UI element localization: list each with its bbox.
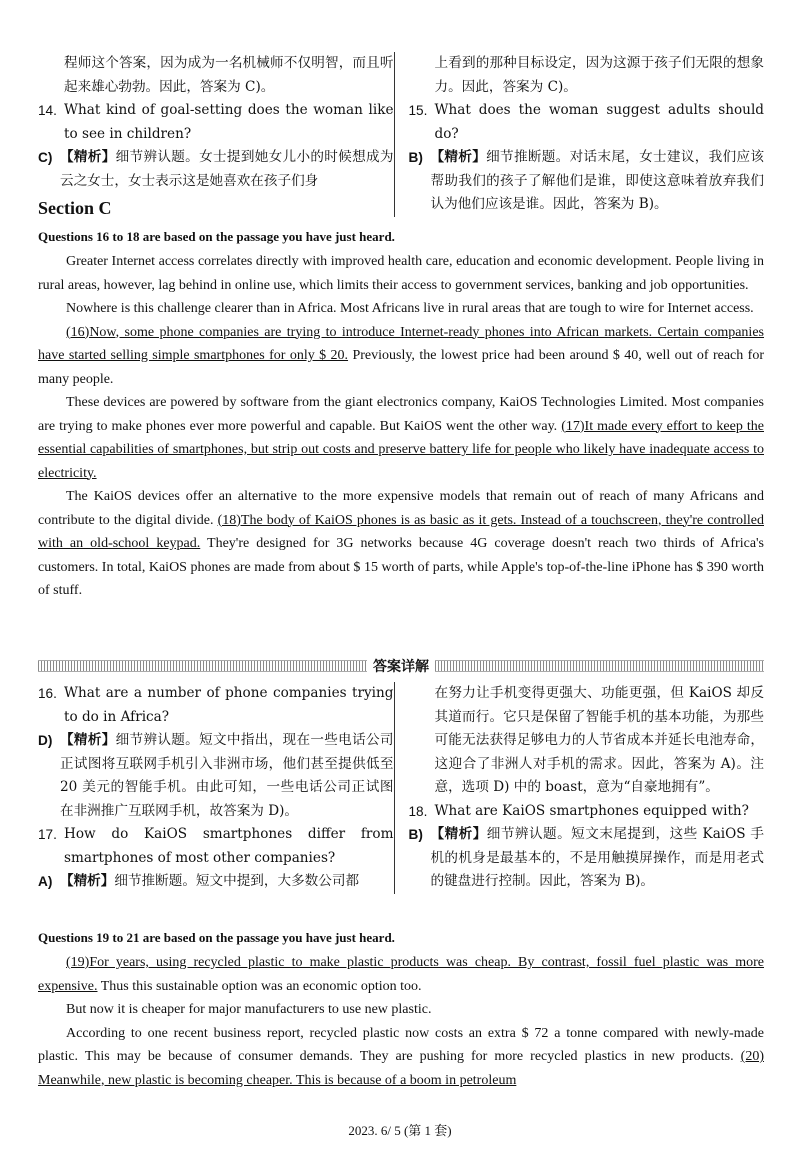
analysis-tag: 【精析】 <box>60 732 116 748</box>
analysis-tag: 【精析】 <box>430 826 487 842</box>
question-17 <box>38 823 394 870</box>
answer-16 <box>38 729 394 823</box>
passage-paragraph <box>38 485 764 603</box>
passage-text: Previously, the lowest price had been around $ 40, well out of reach for many people. <box>38 348 764 387</box>
answer-15 <box>409 146 765 217</box>
analysis-tag: 【精析】 <box>60 149 116 165</box>
question-text: What are a number of phone companies trying to do in Africa? <box>64 685 394 725</box>
passage-1 <box>38 250 764 603</box>
underlined-answer-20: (20) Meanwhile, new plastic is becoming cheaper. This is because of a boom in petroleum <box>38 1049 764 1088</box>
passage-text: The KaiOS devices offer an alternative to the more expensive models that remain out of reach of many Africans and contribute to the digital divide. <box>38 489 764 528</box>
banner-stripe-right <box>435 660 764 672</box>
continued-explanation: 在努力让手机变得更强大、功能更强，但 KaiOS 却反其道而行。它只是保留了智能手机的基本功能，为那些可能无法获得足够电力的人节省成本并延长电池寿命，这迎合了非洲人对手机的需求。因此，答案为 A)。注意，选项 D) 中的 boast，意为“自豪地拥有”。 <box>434 685 764 795</box>
continued-explanation: 上看到的那种目标设定，因为这源于孩子们无限的想象力。因此，答案为 C)。 <box>434 55 764 95</box>
answer-explanation: 细节推断题。短文中提到，大多数公司都 <box>114 873 360 889</box>
passage-paragraph: Nowhere is this challenge clearer than in Africa. Most Africans live in rural areas that are tough to wire for Internet access. <box>66 301 754 316</box>
passage-paragraph <box>38 1022 764 1093</box>
answer-explanation: 细节辨认题。短文中指出，现在一些电话公司正试图将互联网手机引入非洲市场，他们甚至提供低至 20 美元的智能手机。由此可知，一些电话公司正试图在非洲推广互联网手机，故答案为 D)。 <box>60 732 394 819</box>
top-answer-columns <box>38 52 764 217</box>
banner-title: 答案详解 <box>373 659 429 675</box>
answer-17 <box>38 870 394 894</box>
passage-text: These devices are powered by software from the giant electronics company, KaiOS Technologies Limited. Most companies are trying to make phones ever more powerful and capable. But KaiOS went the other way. <box>38 395 764 434</box>
question-18 <box>409 800 765 824</box>
answer-letter: C) <box>38 150 53 165</box>
answer-explanation: 细节辨认题。女士提到她女儿小的时候想成为云之女士，女士表示这是她喜欢在孩子们身 <box>60 149 394 189</box>
underlined-answer-18: (18)The body of KaiOS phones is as basic as it gets. Instead of a touchscreen, they're controlled with an old-school keypad. <box>38 512 764 551</box>
answer-letter: B) <box>408 150 423 165</box>
answer-14 <box>38 146 394 193</box>
underlined-answer-17: (17)It made every effort to keep the essential capabilities of smartphones, but strip out costs and preserve battery life for people who likely have inadequate access to electricity. <box>38 418 764 481</box>
analysis-tag: 【精析】 <box>60 873 115 889</box>
question-text: What are KaiOS smartphones equipped with? <box>434 802 749 819</box>
questions-16-18-header: Questions 16 to 18 are based on the passage you have just heard. <box>38 229 395 244</box>
question-text: How do KaiOS smartphones differ from smartphones of most other companies? <box>64 826 394 866</box>
banner-stripe-left <box>38 660 367 672</box>
answer-explanation: 细节辨认题。短文末尾提到，这些 KaiOS 手机的机身是最基本的，不是用触摸屏操作，而是用老式的键盘进行控制。因此，答案为 B)。 <box>430 826 764 889</box>
passage-paragraph <box>38 391 764 485</box>
answer-letter: D) <box>38 733 53 748</box>
column-divider <box>394 52 395 217</box>
answer-explanation: 细节推断题。对话末尾，女士建议，我们应该帮助我们的孩子了解他们是谁，即使这意味着放弃我们认为他们应该是谁。因此，答案为 B)。 <box>430 149 765 212</box>
passage-text: They're designed for 3G networks because 4G coverage doesn't reach two thirds of Africa's customers. In total, KaiOS phones are made from about $ 15 worth of parts, while Apple's top-of-the-line iPhone has $ 390 worth of stuff. <box>38 536 764 598</box>
analysis-tag: 【精析】 <box>430 149 487 165</box>
underlined-answer-19: (19)For years, using recycled plastic to make plastic products was cheap. By contrast, fossil fuel plastic was more expensive. <box>38 955 764 994</box>
passage-text: Thus this sustainable option was an economic option too. <box>97 978 422 994</box>
continued-explanation: 程师这个答案，因为成为一名机械师不仅明智，而且听起来雄心勃勃。因此，答案为 C)。 <box>64 55 394 95</box>
question-number: 18. <box>408 803 428 819</box>
top-right-column <box>409 52 765 217</box>
passage-paragraph: Greater Internet access correlates directly with improved health care, education and economic development. People living in rural areas, however, lag behind in online use, which limits their access to government services, banking and job opportunities. <box>38 254 764 293</box>
question-15 <box>409 99 765 146</box>
passage-paragraph <box>38 951 764 998</box>
passage-2 <box>38 951 764 1092</box>
underlined-answer-16: (16)Now, some phone companies are trying to introduce Internet-ready phones into African markets. Certain companies have started selling simple smartphones for only $ 20. <box>38 324 764 363</box>
passage-paragraph <box>38 321 764 392</box>
answers-right-column <box>409 682 765 894</box>
question-number: 15. <box>408 103 428 118</box>
answers-left-column <box>38 682 394 894</box>
question-text: What kind of goal-setting does the woman like to see in children? <box>64 102 394 142</box>
questions-19-21-header: Questions 19 to 21 are based on the passage you have just heard. <box>38 930 395 945</box>
passage-paragraph: But now it is cheaper for major manufacturers to use new plastic. <box>66 1002 432 1017</box>
passage-text: According to one recent business report, recycled plastic now costs an extra $ 72 a tonne compared with newly-made plastic. This may be because of consumer demands. They are pushing for more recycled plastics in new products. <box>38 1025 764 1064</box>
answer-18 <box>409 823 765 894</box>
section-title: Section C <box>38 198 112 218</box>
answer-details-banner <box>38 655 764 677</box>
question-number: 16. <box>38 686 57 701</box>
top-left-column <box>38 52 394 217</box>
question-16 <box>38 682 394 729</box>
page-footer: 2023. 6/ 5 (第 1 套) <box>348 1123 452 1138</box>
answer-letter: A) <box>38 874 53 889</box>
answer-letter: B) <box>408 827 423 842</box>
answer-columns <box>38 682 764 894</box>
question-14 <box>38 99 394 146</box>
question-number: 14. <box>38 103 57 118</box>
question-number: 17. <box>38 827 57 842</box>
column-divider <box>394 682 395 894</box>
question-text: What does the woman suggest adults should do? <box>434 102 764 142</box>
